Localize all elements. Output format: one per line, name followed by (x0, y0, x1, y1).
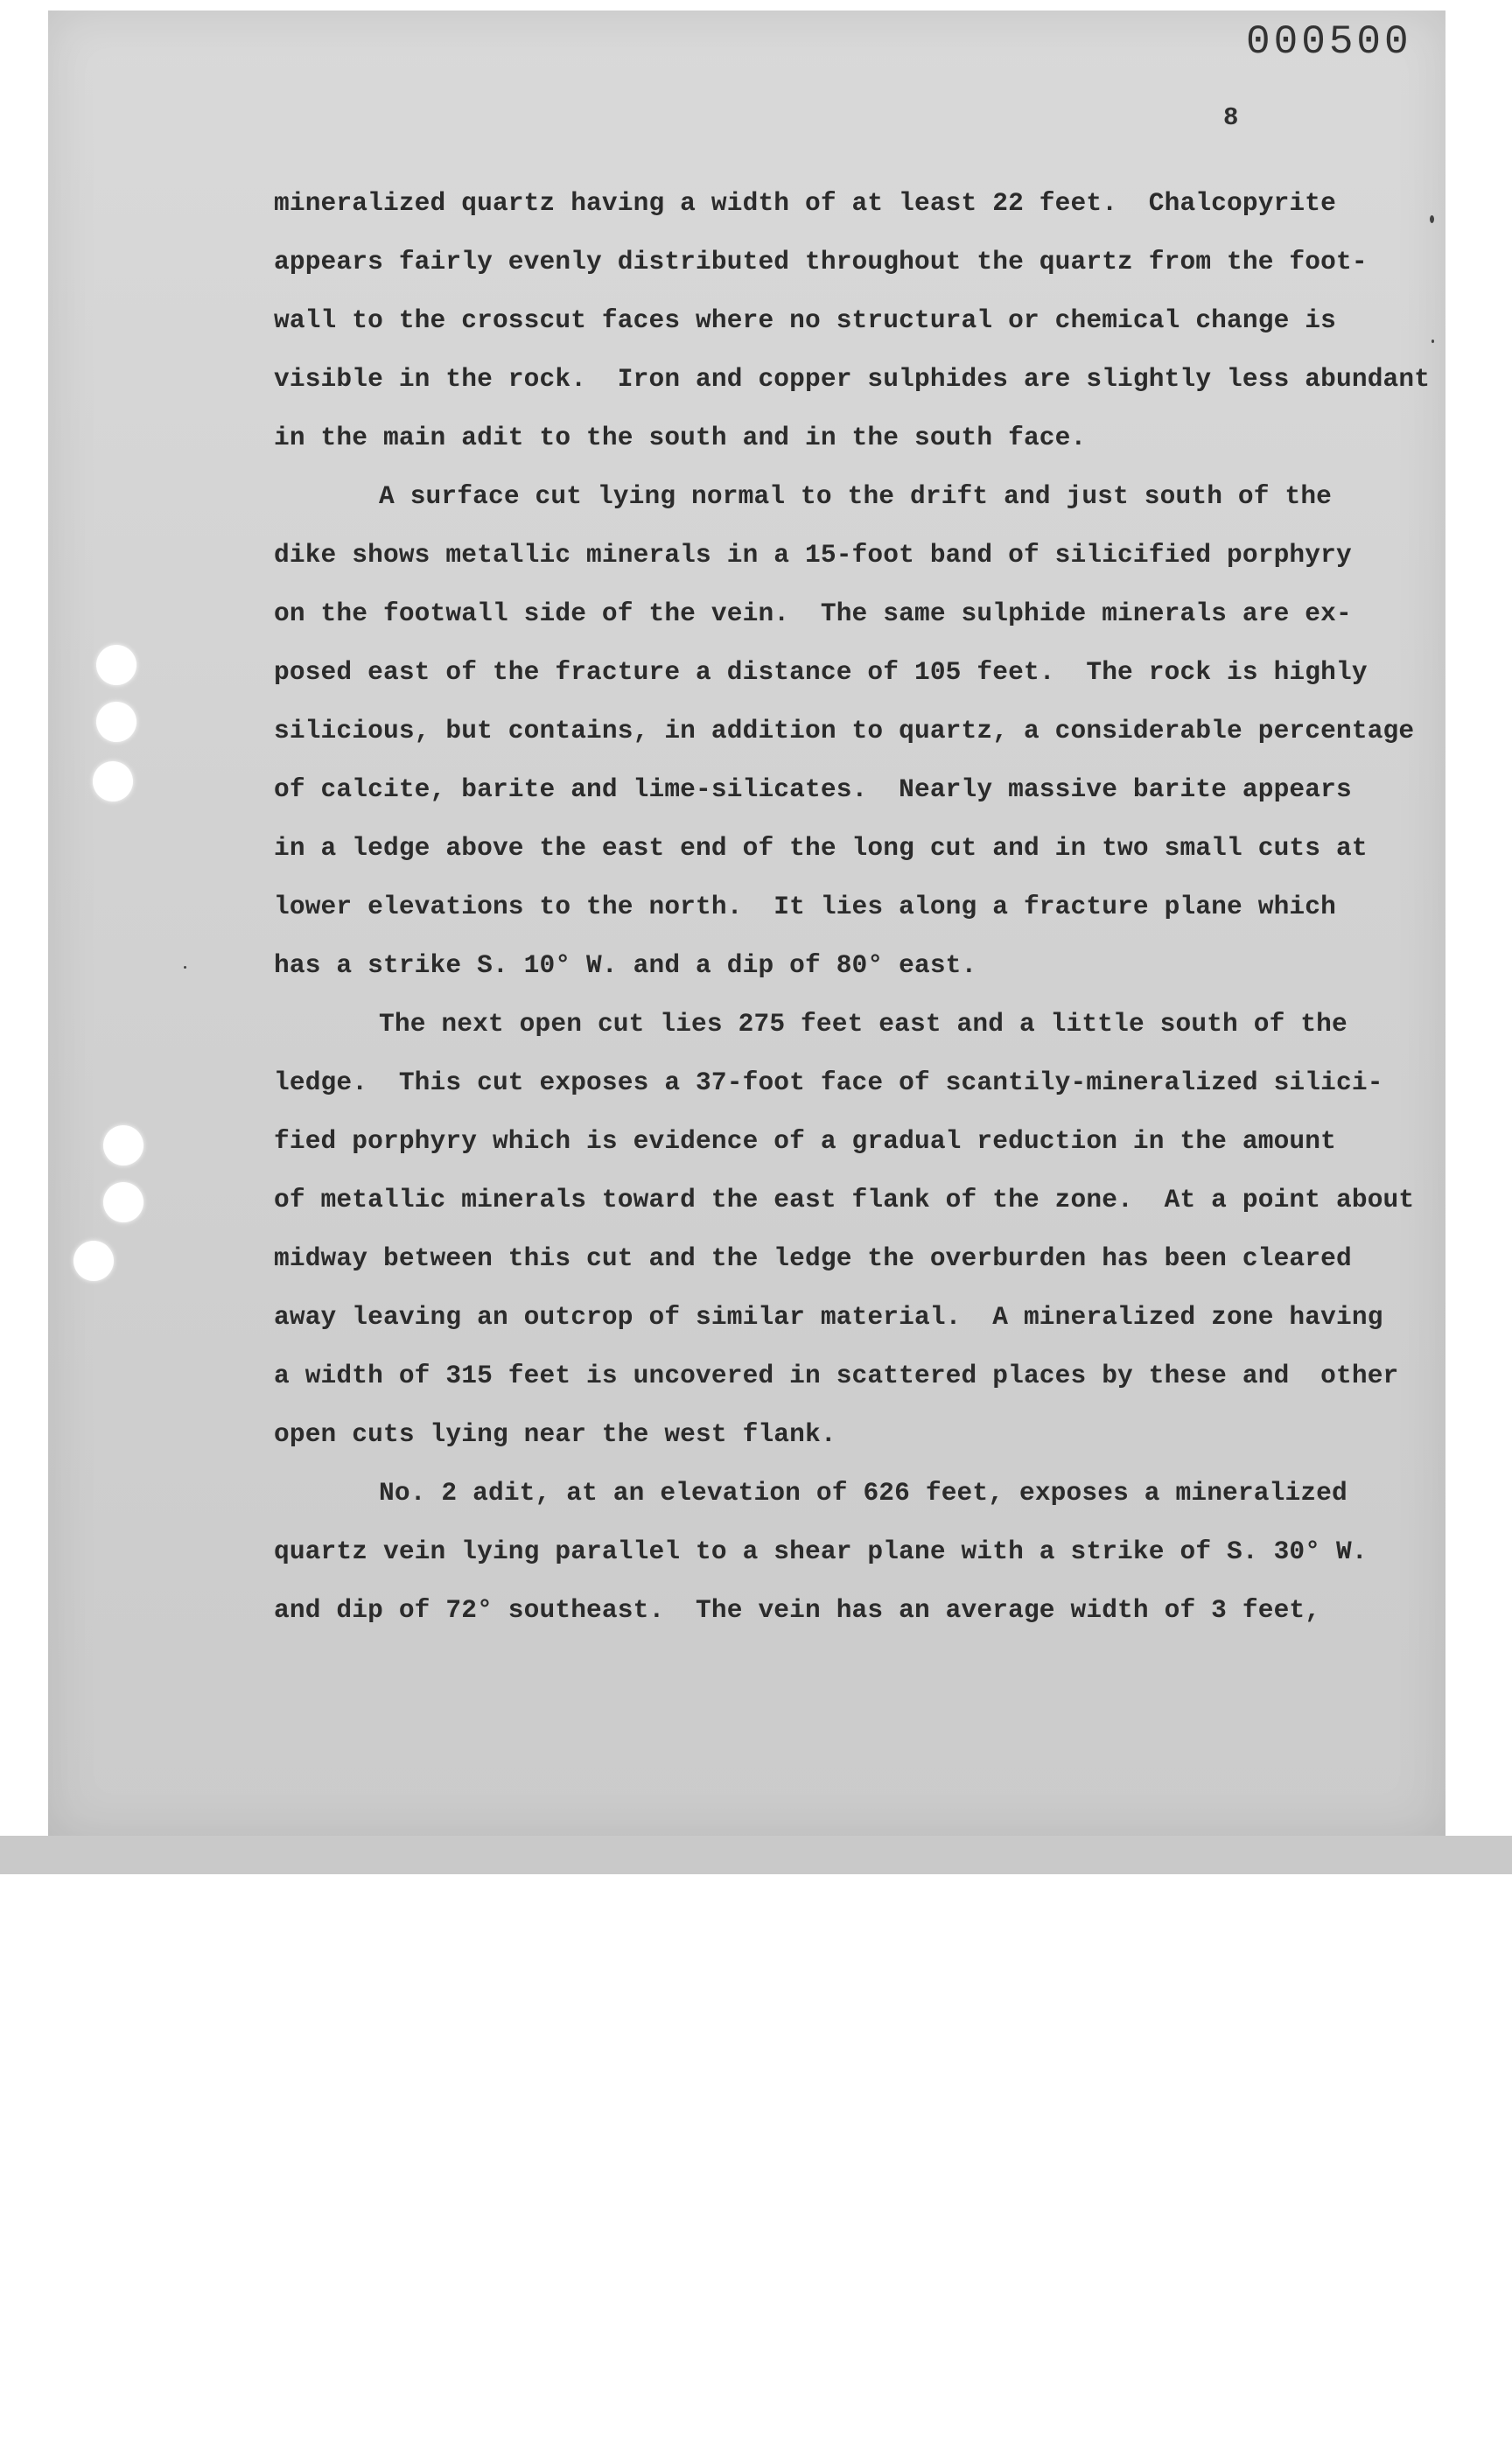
text-line: visible in the rock. Iron and copper sulphides are slightly less abundant (274, 364, 1431, 394)
text-line: appears fairly evenly distributed throughout the quartz from the foot- (274, 247, 1368, 276)
text-line: mineralized quartz having a width of at least 22 feet. Chalcopyrite (274, 188, 1336, 218)
text-line: A surface cut lying normal to the drift and just south of the (379, 481, 1333, 511)
punch-hole (103, 1182, 144, 1222)
text-line: wall to the crosscut faces where no structural or chemical change is (274, 305, 1336, 335)
scan-speck (184, 966, 186, 969)
text-line: quartz vein lying parallel to a shear plane with a strike of S. 30° W. (274, 1536, 1368, 1566)
scan-speck (1430, 215, 1434, 223)
text-line: dike shows metallic minerals in a 15-foot band of silicified porphyry (274, 540, 1352, 570)
text-line: ledge. This cut exposes a 37-foot face of scantily-mineralized silici- (274, 1068, 1383, 1097)
document-stamp-number: 000500 (1246, 19, 1412, 65)
text-line: in a ledge above the east end of the long cut and in two small cuts at (274, 833, 1368, 863)
text-line: open cuts lying near the west flank. (274, 1419, 836, 1449)
text-line: of metallic minerals toward the east flank of the zone. At a point about (274, 1185, 1415, 1214)
punch-hole (96, 702, 136, 742)
page-number: 8 (1223, 103, 1239, 132)
punch-hole (103, 1125, 144, 1166)
text-line: a width of 315 feet is uncovered in scattered places by these and other (274, 1361, 1399, 1390)
document-body (274, 174, 1431, 1640)
text-line: posed east of the fracture a distance of 105 feet. The rock is highly (274, 657, 1368, 687)
text-line: and dip of 72° southeast. The vein has an average width of 3 feet, (274, 1595, 1321, 1625)
text-line: of calcite, barite and lime-silicates. Nearly massive barite appears (274, 774, 1352, 804)
scan-speck (1432, 340, 1434, 343)
text-line: No. 2 adit, at an elevation of 626 feet, exposes a mineralized (379, 1478, 1348, 1508)
text-line: silicious, but contains, in addition to quartz, a considerable percentage (274, 716, 1415, 746)
text-line: midway between this cut and the ledge the overburden has been cleared (274, 1243, 1352, 1273)
text-line: away leaving an outcrop of similar material. A mineralized zone having (274, 1302, 1383, 1332)
text-line: on the footwall side of the vein. The same sulphide minerals are ex- (274, 598, 1352, 628)
punch-hole (74, 1241, 114, 1281)
text-line: fied porphyry which is evidence of a gradual reduction in the amount (274, 1126, 1336, 1156)
text-line: lower elevations to the north. It lies along a fracture plane which (274, 892, 1336, 921)
text-line: has a strike S. 10° W. and a dip of 80° east. (274, 950, 977, 980)
scan-edge-strip (0, 1836, 1512, 1874)
punch-hole (96, 645, 136, 685)
text-line: in the main adit to the south and in the south face. (274, 423, 1087, 452)
punch-hole (93, 761, 133, 802)
text-line: The next open cut lies 275 feet east and a little south of the (379, 1009, 1348, 1039)
